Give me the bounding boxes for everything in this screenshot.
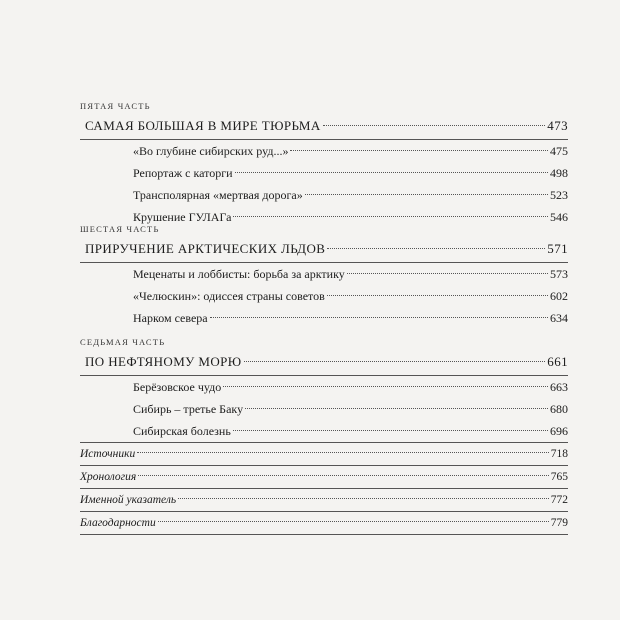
leader-dots xyxy=(223,385,548,387)
part-section xyxy=(80,100,568,228)
chapter-title: Берёзовское чудо xyxy=(133,380,222,394)
page-number: 661 xyxy=(547,354,568,369)
appendix-row[interactable] xyxy=(80,466,568,488)
page-number: 571 xyxy=(547,241,568,256)
chapter-title: Репортаж с каторги xyxy=(133,166,233,180)
page-number: 718 xyxy=(550,448,568,460)
chapter-title: Меценаты и лоббисты: борьба за арктику xyxy=(133,267,345,281)
leader-dots xyxy=(347,272,548,274)
page-number: 573 xyxy=(550,267,568,281)
page-number: 696 xyxy=(550,424,568,438)
appendix-row-wrap xyxy=(80,442,568,466)
page-number: 473 xyxy=(547,118,568,133)
chapter-row[interactable] xyxy=(80,285,568,307)
leader-dots xyxy=(290,149,548,151)
chapter-row[interactable] xyxy=(80,398,568,420)
appendix-row[interactable] xyxy=(80,489,568,511)
chapter-title: Сибирская болезнь xyxy=(133,424,231,438)
page-number: 779 xyxy=(550,517,568,529)
chapter-row[interactable] xyxy=(80,420,568,442)
page-number: 772 xyxy=(550,494,568,506)
leader-dots xyxy=(178,497,549,499)
leader-dots xyxy=(158,520,549,522)
part-label: ШЕСТАЯ ЧАСТЬ xyxy=(80,224,160,234)
leader-dots xyxy=(244,360,546,362)
appendix-row-wrap xyxy=(80,466,568,489)
part-label: ПЯТАЯ ЧАСТЬ xyxy=(80,101,151,111)
page-number: 475 xyxy=(550,144,568,158)
appendix-title: Источники xyxy=(80,448,136,460)
leader-dots xyxy=(327,247,545,249)
leader-dots xyxy=(245,407,548,409)
part-title-row[interactable] xyxy=(80,115,568,137)
leader-dots xyxy=(305,193,548,195)
part-section xyxy=(80,223,568,329)
page-number: 680 xyxy=(550,402,568,416)
page-number: 498 xyxy=(550,166,568,180)
page-number: 546 xyxy=(550,210,568,224)
chapter-title: Крушение ГУЛАГа xyxy=(133,210,232,224)
chapter-row[interactable] xyxy=(80,263,568,285)
part-title: ПО НЕФТЯНОМУ МОРЮ xyxy=(85,354,242,369)
part-title-row[interactable] xyxy=(80,351,568,373)
chapter-row[interactable] xyxy=(80,307,568,329)
appendix-title: Хронология xyxy=(80,471,137,483)
chapter-row[interactable] xyxy=(80,376,568,398)
leader-dots xyxy=(235,171,548,173)
appendix-row-wrap xyxy=(80,512,568,535)
leader-dots xyxy=(233,215,548,217)
appendix-row-wrap xyxy=(80,489,568,512)
chapter-title: Сибирь – третье Баку xyxy=(133,402,244,416)
part-title: САМАЯ БОЛЬШАЯ В МИРЕ ТЮРЬМА xyxy=(85,118,321,133)
page-number: 765 xyxy=(550,471,568,483)
page-number: 602 xyxy=(550,289,568,303)
leader-dots xyxy=(138,474,549,476)
chapter-row[interactable] xyxy=(80,140,568,162)
leader-dots xyxy=(210,316,548,318)
appendix-section xyxy=(80,442,568,535)
chapter-row[interactable] xyxy=(80,184,568,206)
chapter-title: Нарком севера xyxy=(133,311,208,325)
chapter-row[interactable] xyxy=(80,162,568,184)
leader-dots xyxy=(327,294,548,296)
appendix-title: Именной указатель xyxy=(80,494,177,506)
leader-dots xyxy=(137,451,549,453)
appendix-row[interactable] xyxy=(80,512,568,534)
appendix-row[interactable] xyxy=(80,443,568,465)
page-number: 523 xyxy=(550,188,568,202)
part-title: ПРИРУЧЕНИЕ АРКТИЧЕСКИХ ЛЬДОВ xyxy=(85,241,326,256)
chapter-title: Трансполярная «мертвая дорога» xyxy=(133,188,303,202)
page-number: 663 xyxy=(550,380,568,394)
part-title-row[interactable] xyxy=(80,238,568,260)
appendix-title: Благодарности xyxy=(80,517,156,529)
leader-dots xyxy=(233,429,548,431)
page-number: 634 xyxy=(550,311,568,325)
part-label: СЕДЬМАЯ ЧАСТЬ xyxy=(80,337,166,347)
leader-dots xyxy=(323,124,546,126)
chapter-title: «Челюскин»: одиссея страны советов xyxy=(133,289,325,303)
part-section xyxy=(80,336,568,442)
chapter-title: «Во глубине сибирских руд...» xyxy=(133,144,289,158)
